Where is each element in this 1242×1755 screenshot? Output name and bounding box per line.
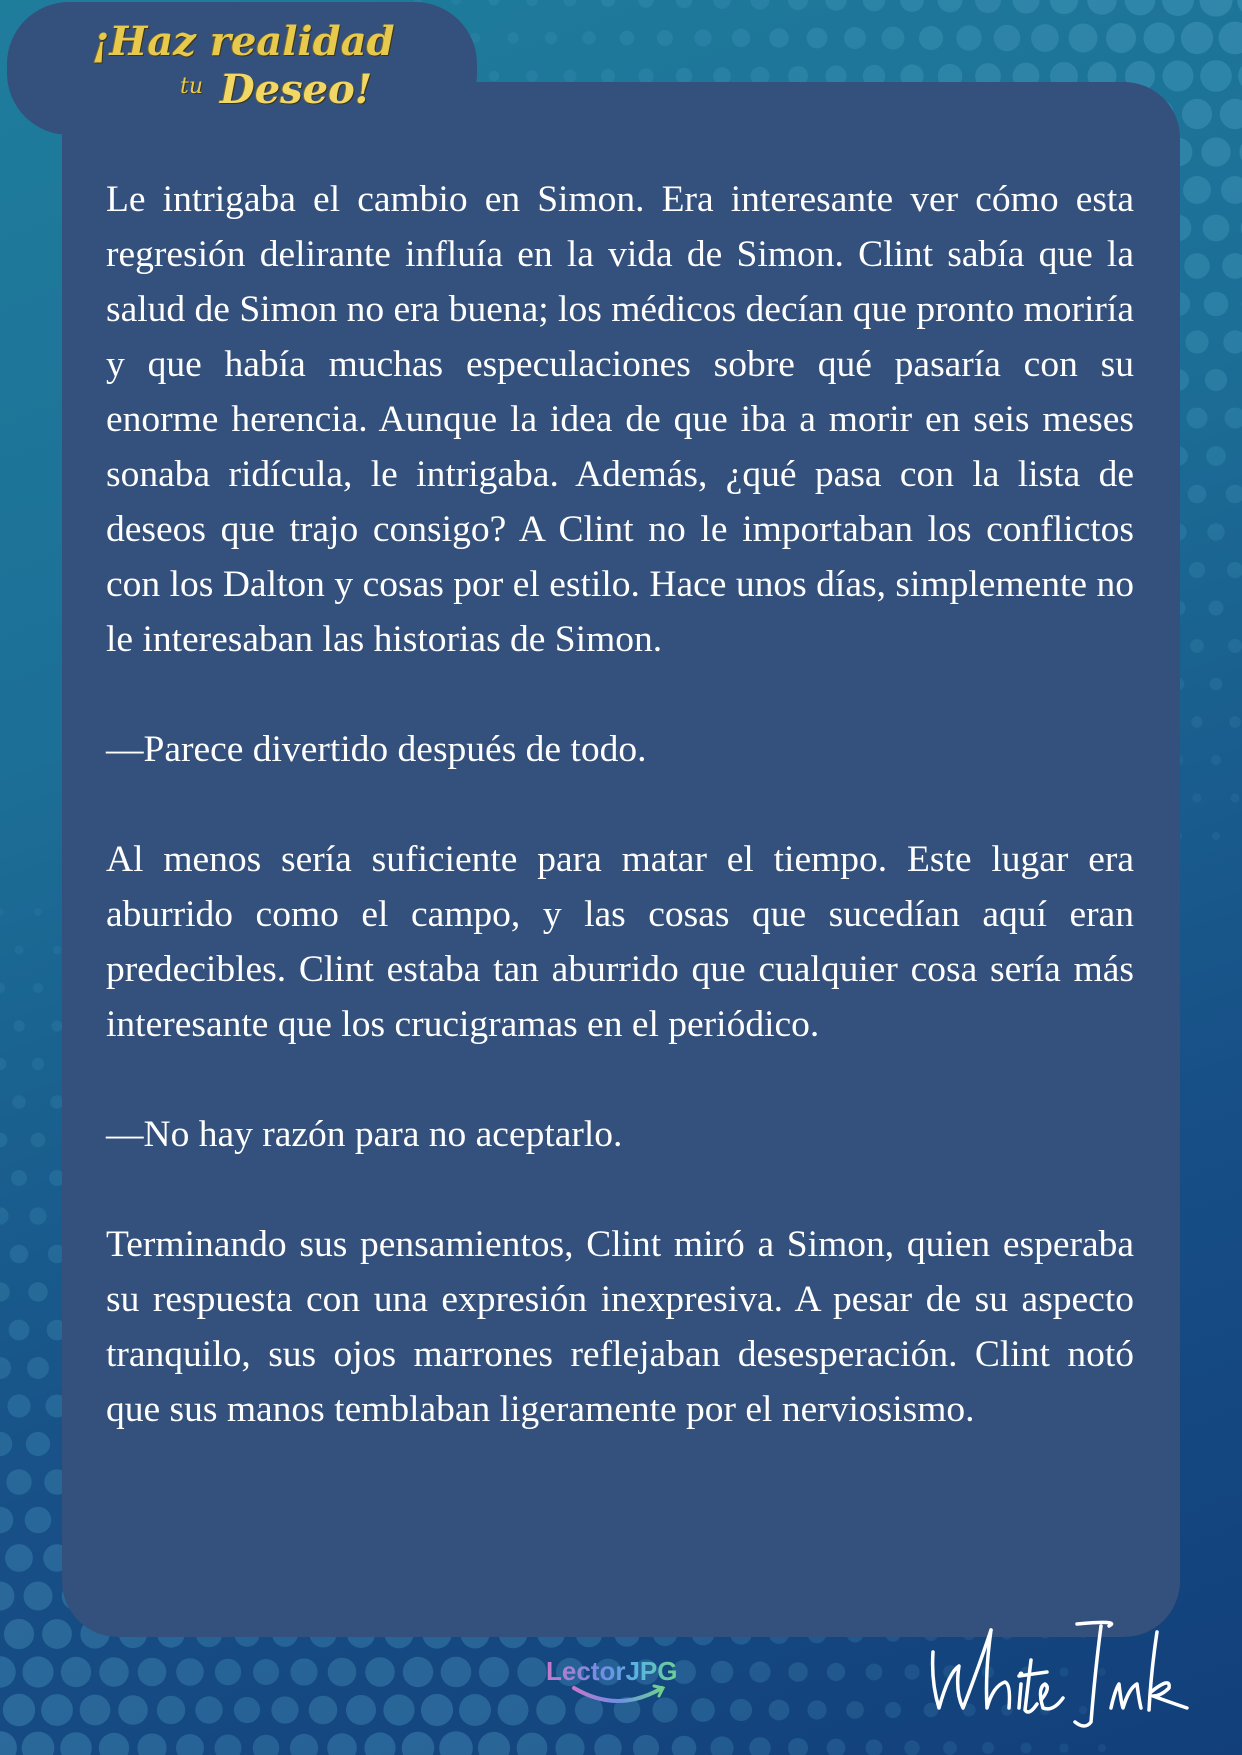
background-dot (25, 1507, 52, 1534)
background-dot (1199, 0, 1232, 17)
background-dot (900, 0, 924, 12)
background-dot (489, 71, 500, 82)
background-dot (1206, 446, 1226, 466)
background-dot (0, 1582, 15, 1611)
background-dot (459, 1694, 491, 1726)
background-dot (1185, 330, 1208, 353)
watermark-text: LectorJPG (546, 1656, 678, 1686)
background-dot (4, 1619, 34, 1649)
background-dot (61, 1657, 91, 1687)
background-dot (751, 0, 770, 10)
background-dot (176, 1734, 204, 1755)
background-dot (711, 1661, 734, 1684)
background-dot (904, 1740, 920, 1755)
background-dot (1237, 0, 1242, 17)
background-dot (825, 0, 846, 11)
background-dot (253, 1735, 280, 1755)
background-dot (1031, 24, 1059, 52)
background-dot (13, 1020, 24, 1031)
background-dot (1190, 639, 1204, 653)
background-dot (403, 1657, 433, 1687)
background-dot (1226, 485, 1242, 504)
background-dot (479, 1657, 509, 1687)
background-dot (694, 29, 711, 46)
paragraph: Al menos sería suficiente para matar el tiempo. Este lugar era aburrido como el campo, y las cosas que sucedían aquí eran predecibles. Clint estaba tan aburrido que cualquier cosa sería más interesante que los crucigramas en el periódico. (106, 839, 1134, 1045)
background-dot (383, 1694, 414, 1725)
background-dot (904, 1664, 919, 1679)
background-dot (1183, 176, 1211, 204)
background-dot (769, 1700, 790, 1721)
background-dot (1163, 61, 1194, 92)
background-dot (1189, 562, 1205, 578)
background-dot (328, 1658, 357, 1687)
background-dot (3, 1694, 35, 1726)
background-dot (498, 1695, 529, 1726)
background-dot (5, 1544, 33, 1572)
background-dot (676, 0, 693, 8)
story-text (106, 172, 1134, 1437)
background-dot (0, 908, 4, 916)
background-dot (1106, 23, 1136, 53)
background-dot (1181, 22, 1213, 54)
background-dot (657, 30, 673, 46)
background-dot (507, 32, 518, 43)
background-dot (1230, 793, 1239, 802)
background-dot (866, 1740, 883, 1755)
background-dot (1201, 137, 1230, 166)
background-dot (710, 1736, 733, 1755)
background-dot (0, 1207, 9, 1224)
background-dot (195, 1696, 222, 1723)
background-dot (327, 1733, 357, 1755)
background-dot (1225, 408, 1242, 429)
background-dot (6, 1469, 31, 1494)
background-dot (1228, 639, 1242, 653)
background-dot (943, 1741, 957, 1755)
dialogue-line: —Parece divertido después de todo. (106, 729, 647, 770)
paragraph: Terminando sus pensamientos, Clint miró a Simon, quien esperaba su respuesta con una expresión inexpresiva. A pesar de su aspecto tranquilo, sus ojos marrones reflejaban desesperación. Clint notó que sus manos temblaban ligeramente por el nerviosismo. (106, 1224, 1134, 1430)
background-dot (620, 31, 635, 46)
background-dot (51, 1020, 62, 1031)
background-dot (489, 0, 500, 5)
background-dot (0, 1282, 10, 1302)
background-dot (749, 1661, 770, 1682)
background-dot (1223, 330, 1242, 353)
background-dot (309, 1696, 338, 1725)
background-dot (1200, 60, 1232, 92)
background-dot (26, 1432, 50, 1456)
background-dot (732, 29, 750, 47)
background-dot (1204, 292, 1229, 317)
background-dot (807, 28, 828, 49)
background-dot (15, 946, 24, 955)
background-dot (1209, 601, 1224, 616)
background-dot (788, 0, 808, 10)
background-dot (672, 1736, 697, 1755)
background-dot (42, 1619, 72, 1649)
background-dot (526, 0, 538, 6)
background-dot (0, 1656, 16, 1687)
background-dot (215, 1735, 242, 1755)
background-dot (33, 983, 43, 993)
background-dot (866, 1664, 883, 1681)
background-dot (882, 27, 905, 50)
background-dot (60, 1732, 92, 1755)
background-dot (1050, 0, 1078, 14)
background-dot (24, 1582, 53, 1611)
background-dot (402, 1732, 435, 1755)
background-dot (956, 25, 981, 50)
background-dot (1210, 678, 1223, 691)
background-dot (730, 1699, 752, 1721)
logo-subtitle: Deseo! (220, 66, 373, 113)
background-dot (994, 25, 1021, 52)
lectorjpg-watermark (546, 1656, 696, 1716)
background-dot (1220, 99, 1242, 129)
background-dot (1182, 99, 1212, 129)
background-dot (29, 1207, 46, 1224)
background-dot (478, 1732, 510, 1755)
background-dot (1021, 1743, 1032, 1754)
background-dot (138, 1658, 167, 1687)
background-dot (1188, 485, 1207, 504)
background-dot (788, 1662, 808, 1682)
background-dot (769, 28, 789, 48)
background-dot (253, 1659, 279, 1685)
background-dot (1098, 1744, 1106, 1752)
logo-subtitle-small: tu (180, 74, 204, 99)
background-dot (1162, 0, 1194, 16)
background-dot (1221, 176, 1242, 204)
dialogue-line: —No hay razón para no aceptarlo. (106, 1114, 623, 1155)
background-dot (975, 0, 1001, 13)
background-dot (1087, 0, 1117, 15)
background-dot (1229, 716, 1241, 728)
background-dot (601, 69, 615, 83)
background-dot (1192, 793, 1201, 802)
background-dot (788, 1738, 808, 1755)
background-dot (0, 1432, 12, 1456)
background-dot (11, 1170, 27, 1186)
background-dot (1211, 755, 1221, 765)
background-dot (421, 1694, 453, 1726)
background-dot (1203, 215, 1230, 242)
background-dot (564, 0, 577, 7)
background-dot (22, 1732, 55, 1755)
background-dot (517, 1733, 548, 1755)
background-dot (80, 1695, 111, 1726)
background-dot (99, 1657, 129, 1687)
background-dot (1227, 562, 1242, 578)
background-dot (1184, 253, 1210, 279)
background-dot (364, 1732, 395, 1755)
smile-icon (568, 1684, 668, 1706)
background-dot (34, 908, 42, 916)
background-dot (555, 1733, 584, 1755)
background-dot (22, 1656, 53, 1687)
background-dot (749, 1737, 771, 1755)
background-dot (346, 1695, 376, 1725)
background-dot (1143, 22, 1174, 53)
background-dot (157, 1696, 185, 1724)
background-dot (1238, 60, 1242, 92)
logo (92, 18, 395, 122)
background-dot (582, 31, 596, 45)
background-dot (99, 1733, 129, 1755)
background-dot (1187, 408, 1208, 429)
background-dot (31, 1133, 46, 1148)
background-dot (0, 1133, 7, 1148)
background-dot (7, 1394, 30, 1417)
background-dot (1012, 0, 1039, 14)
background-dot (638, 0, 653, 8)
background-dot (32, 1058, 44, 1070)
background-dot (919, 26, 943, 50)
background-dot (982, 1742, 994, 1754)
background-dot (807, 1700, 826, 1719)
background-dot (10, 1245, 28, 1263)
background-dot (234, 1697, 260, 1723)
background-dot (118, 1695, 148, 1725)
background-dot (1191, 716, 1202, 727)
background-dot (0, 1507, 13, 1534)
background-dot (1219, 22, 1242, 55)
background-dot (594, 1734, 622, 1755)
white-ink-signature (925, 1612, 1195, 1732)
background-dot (0, 1731, 17, 1755)
background-dot (1207, 523, 1224, 540)
background-dot (827, 1663, 845, 1681)
background-dot (827, 1739, 846, 1755)
background-dot (601, 0, 615, 7)
background-dot (215, 1659, 241, 1685)
background-dot (0, 983, 5, 993)
background-dot (545, 32, 557, 44)
background-dot (633, 1735, 659, 1755)
background-dot (517, 1657, 546, 1686)
background-dot (53, 946, 62, 955)
background-dot (0, 1357, 11, 1379)
background-dot (451, 0, 461, 5)
background-dot (441, 1657, 472, 1688)
background-dot (885, 1702, 901, 1718)
background-dot (863, 0, 886, 11)
background-dot (1125, 0, 1156, 15)
background-dot (1222, 253, 1242, 279)
background-dot (713, 0, 731, 9)
background-dot (9, 1320, 30, 1341)
background-dot (439, 1731, 473, 1755)
background-dot (1205, 369, 1227, 391)
background-dot (27, 1357, 49, 1379)
background-dot (41, 1694, 73, 1726)
background-dot (0, 1058, 6, 1071)
background-dot (1212, 832, 1220, 840)
background-dot (938, 0, 963, 13)
logo-title: ¡Haz realidad (92, 18, 395, 65)
background-dot (137, 1733, 166, 1755)
background-dot (526, 70, 538, 82)
background-dot (176, 1658, 204, 1686)
background-dot (271, 1696, 298, 1723)
background-dot (290, 1658, 317, 1685)
background-dot (1059, 1743, 1068, 1752)
background-dot (844, 27, 866, 49)
background-dot (28, 1282, 48, 1302)
paragraph: Le intrigaba el cambio en Simon. Era interesante ver cómo esta regresión delirante influía en la vida de Simon. Clint sabía que la salud de Simon no era buena; los médicos decían que pronto moriría y que había muchas especulaciones sobre qué pasaría con su enorme herencia. Aunque la idea de que iba a morir en seis meses sonaba ridícula, le intrigaba. Además, ¿qué pasa con la lista de deseos que trajo consigo? A Clint no le importaban los conflictos con los Dalton y cosas por el estilo. Hace unos días, simplemente no le interesaban las historias de Simon. (106, 179, 1134, 660)
background-dot (846, 1701, 864, 1719)
background-dot (1069, 24, 1098, 53)
background-dot (365, 1657, 395, 1687)
background-dot (12, 1095, 26, 1109)
background-dot (290, 1734, 318, 1755)
background-dot (564, 70, 577, 83)
